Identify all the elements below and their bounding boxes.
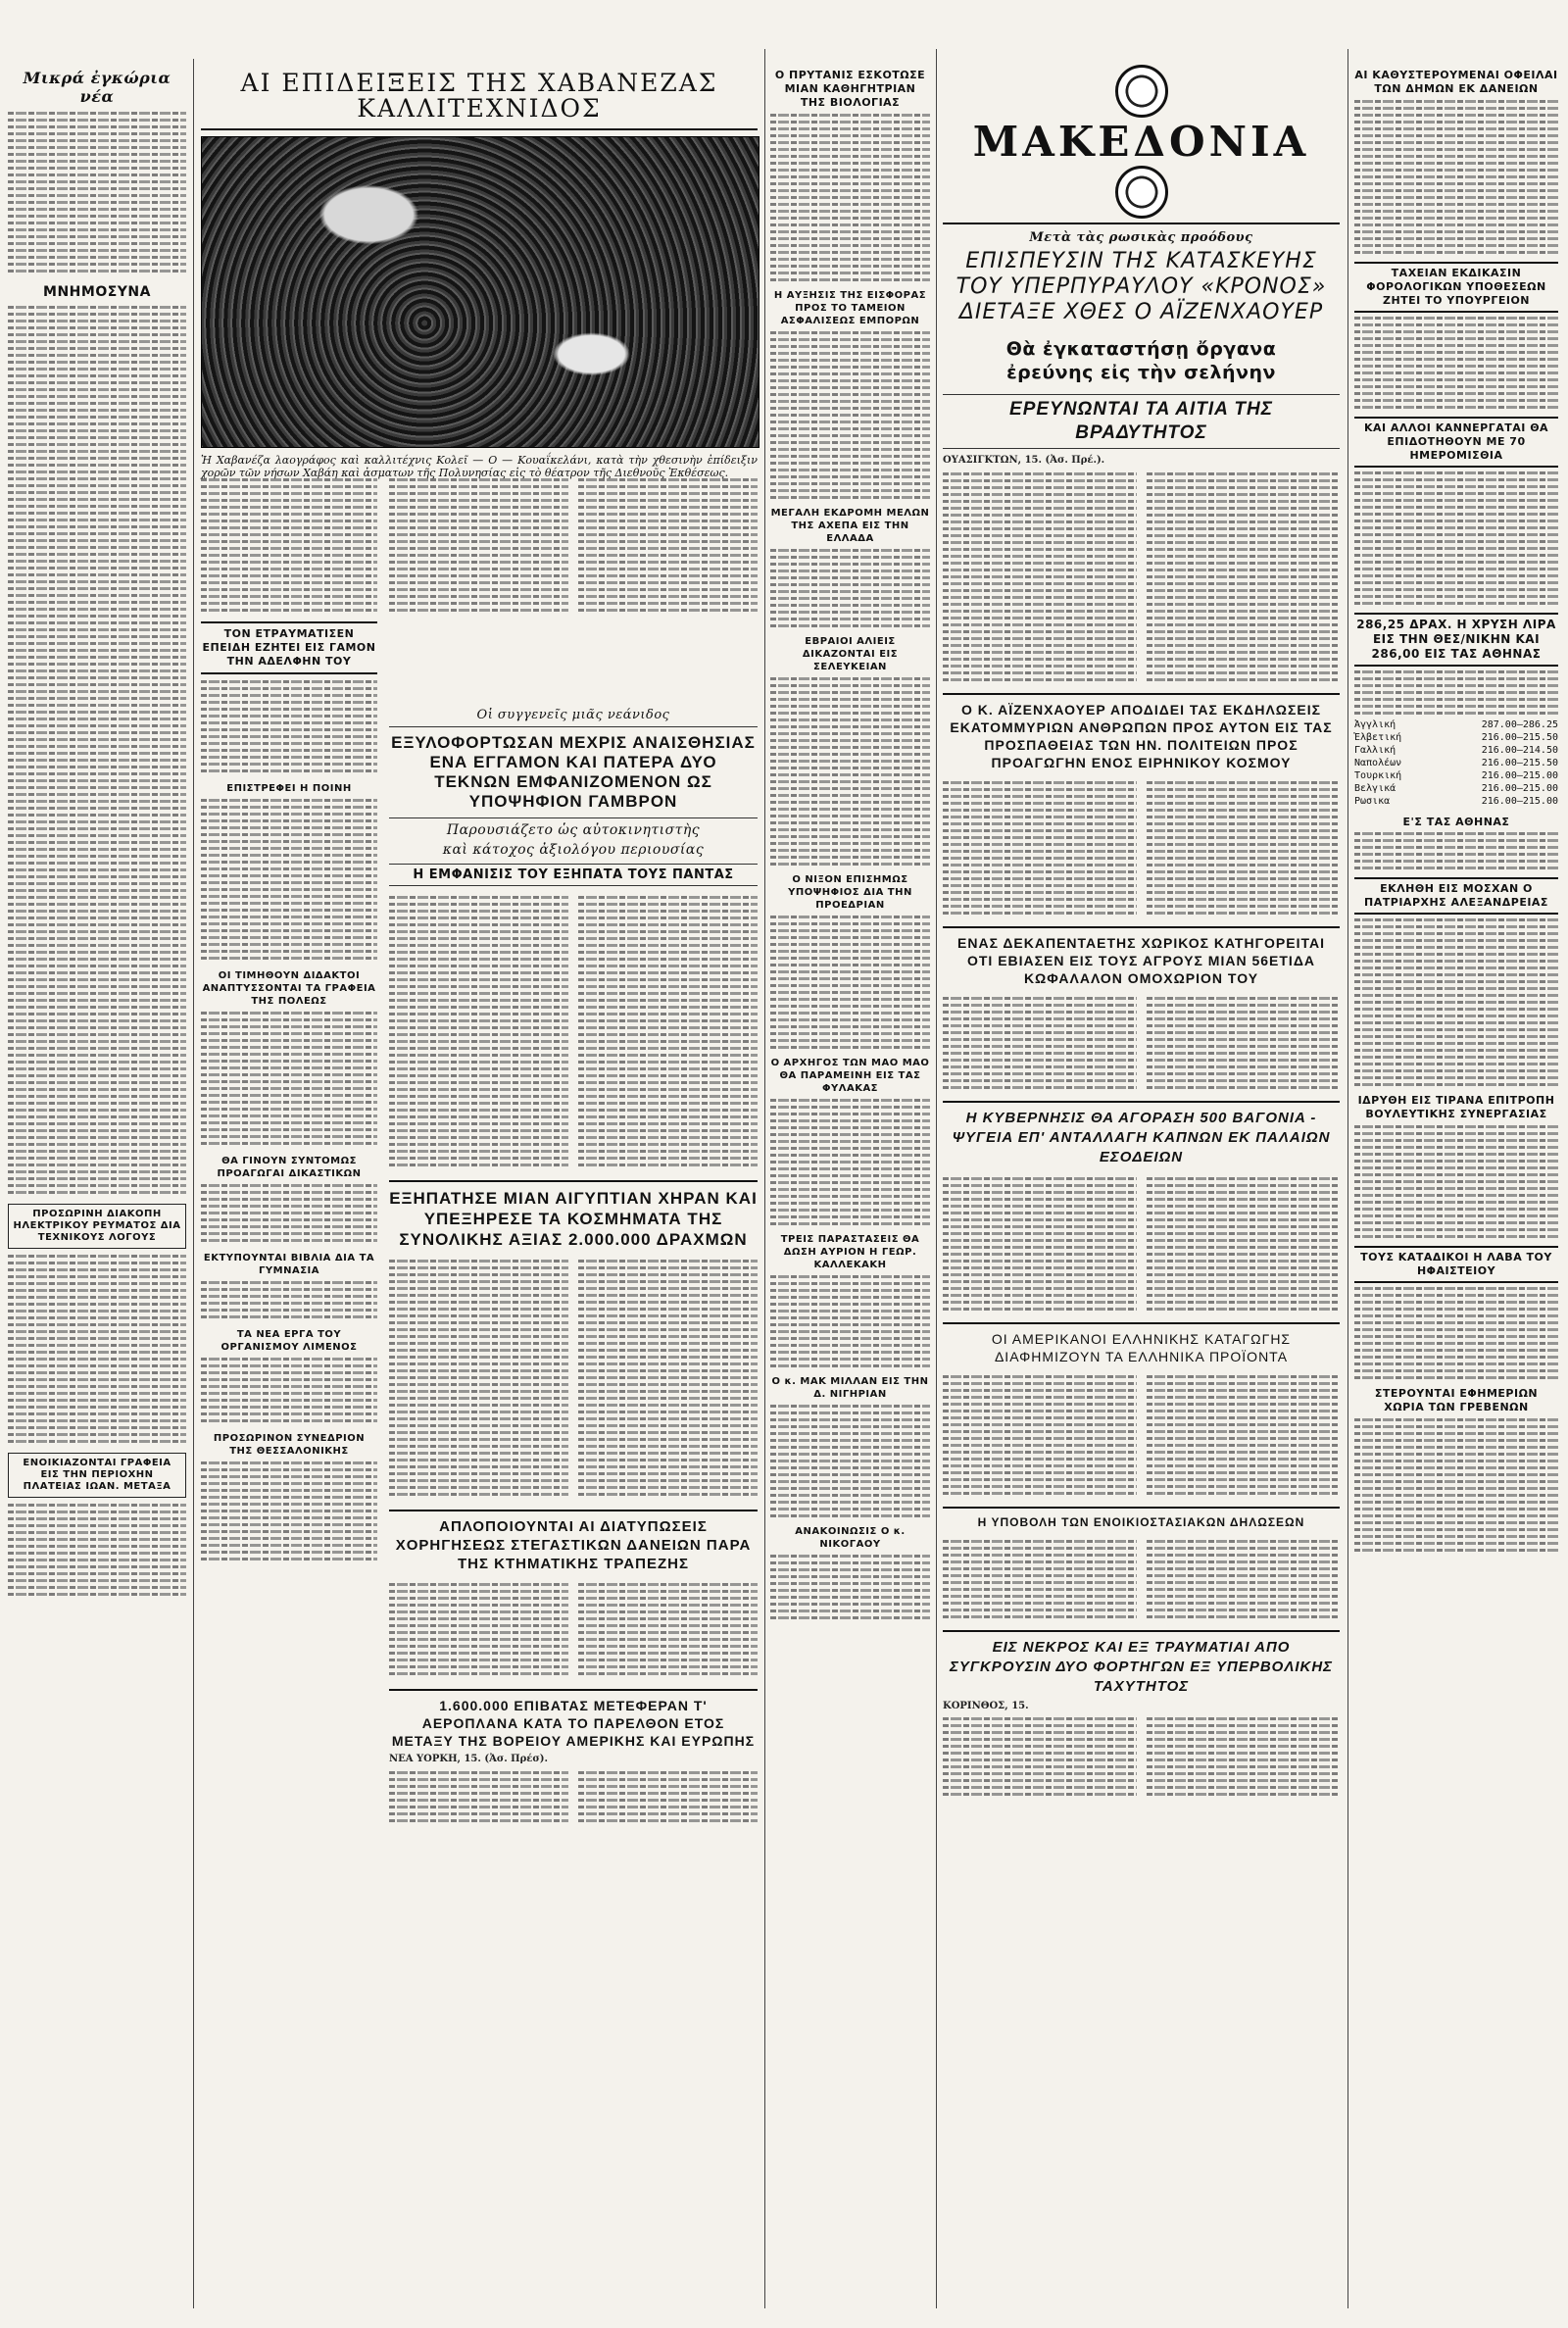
body-text [1354,1125,1558,1238]
top-headline: ΑΙ ΕΠΙΔΕΙΞΕΙΣ ΤΗΣ ΧΑΒΑΝΕΖΑΣ ΚΑΛΛΙΤΕΧΝΙΔΟΣ [201,71,758,130]
story-headline: Ε'Σ ΤΑΣ ΑΘΗΝΑΣ [1402,816,1510,828]
headline: 1.600.000 ΕΠΙΒΑΤΑΣ ΜΕΤΕΦΕΡΑΝ Τ' ΑΕΡΟΠΛΑΝΑ ΚΑΤΑ ΤΟ ΠΑΡΕΛΘΟΝ ΕΤΟΣ ΜΕΤΑΞΥ ΤΗΣ ΒΟΡΕΙΟΥ ΑΜΕΡΙΚΗΣ ΚΑΙ ΕΥΡΩΠΗΣ [389,1689,758,1750]
body-text [578,1579,758,1679]
body-text [8,1504,186,1596]
table-row [1354,757,1558,769]
story-headline: ΤΟΥΣ ΚΑΤΑΔΙΚΟΙ Η ΛΑΒΑ ΤΟΥ ΗΦΑΙΣΤΕΙΟΥ [1354,1246,1558,1283]
body-text [943,469,1137,685]
rate-value: 216.00—215.00 [1481,796,1558,807]
main-headline: ΕΞΥΛΟΦΟΡΤΩΣΑΝ ΜΕΧΡΙΣ ΑΝΑΙΣΘΗΣΙΑΣ ΕΝΑ ΕΓΓΑΜΟΝ ΚΑΙ ΠΑΤΕΡΑ ΔΥΟ ΤΕΚΝΩΝ ΕΜΦΑΝΙΖΟΜΕΝΟΝ ΩΣ ΥΠΟΨΗΦΙΟΝ ΓΑΜΒΡΟΝ [391,733,756,811]
dateline: ΚΟΡΙΝΘΟΣ, 15. [943,1700,1029,1711]
body-text [1147,1536,1341,1622]
photo-caption: Ἡ Χαβανέζα λαογράφος καὶ καλλιτέχνις Κολεῖ — Ο — Κουαΐκελάνι, κατὰ τὴν χθεσινὴν ἐπίδειξιν χορῶν τῶν νήσων Χαβάη καὶ ἀσματων τῆς Πολυνησίας εἰς τὸ θέατρον τῆς Διεθνοῦς Ἐκθέσεως. [201,453,758,479]
headline: ΕΝΑΣ ΔΕΚΑΠΕΝΤΑΕΤΗΣ ΧΩΡΙΚΟΣ ΚΑΤΗΓΟΡΕΙΤΑΙ ΟΤΙ ΕΒΙΑΣΕΝ ΕΙΣ ΤΟΥΣ ΑΓΡΟΥΣ ΜΙΑΝ 56ΕΤΙΔΑ ΚΩΦΑΛΑΛΟΝ ΟΜΟΧΩΡΙΟΝ ΤΟΥ [943,926,1340,987]
story-headline: ΑΝΑΚΟΙΝΩΣΙΣ Ο κ. ΝΙΚΟΓΑΟΥ [795,1526,906,1550]
body-text [1147,1371,1341,1499]
rate-value: 216.00—215.00 [1481,783,1558,794]
dateline: ΝΕΑ ΥΟΡΚΗ, 15. (Ἀσ. Πρέσ). [389,1754,548,1764]
body-text [1147,1173,1341,1314]
body-text [770,1275,930,1367]
body-text [943,1536,1137,1622]
rate-value: 287.00—286.25 [1481,719,1558,730]
right-column [1354,0,1558,1556]
body-text [389,474,568,616]
body-text [8,306,186,1194]
masthead-title: ΜΑΚΕΔΟΝΙΑ [972,118,1310,166]
headline: ΕΞΗΠΑΤΗΣΕ ΜΙΑΝ ΑΙΓΥΠΤΙΑΝ ΧΗΡΑΝ ΚΑΙ ΥΠΕΞΗΡΕΣΕ ΤΑ ΚΟΣΜΗΜΑΤΑ ΤΗΣ ΣΥΝΟΛΙΚΗΣ ΑΞΙΑΣ 2.000.000 ΔΡΑΧΜΩΝ [389,1180,758,1250]
story-headline: ΟΙ ΤΙΜΗΘΟΥΝ ΔΙΔΑΚΤΟΙ ΑΝΑΠΤΥΣΣΟΝΤΑΙ ΤΑ ΓΡΑΦΕΙΑ ΤΗΣ ΠΟΛΕΩΣ [202,970,376,1007]
headline: Η ΚΥΒΕΡΝΗΣΙΣ ΘΑ ΑΓΟΡΑΣΗ 500 ΒΑΓΟΝΙΑ - ΨΥΓΕΙΑ ΕΠ' ΑΝΤΑΛΛΑΓΗ ΚΑΠΝΩΝ ΕΚ ΠΑΛΑΙΩΝ ΕΣΟΔΕΙΩΝ [943,1101,1340,1167]
table-row [1354,718,1558,731]
subhead: Η ΕΜΦΑΝΙΣΙΣ ΤΟΥ ΕΞΗΠΑΤΑ ΤΟΥΣ ΠΑΝΤΑΣ [389,864,758,886]
story-headline: ΕΚΤΥΠΟΥΝΤΑΙ ΒΙΒΛΙΑ ΔΙΑ ΤΑ ΓΥΜΝΑΣΙΑ [203,1253,375,1276]
story-headline: ΕΠΙΣΤΡΕΦΕΙ Η ΠΟΙΝΗ [226,783,352,794]
body-text [201,799,377,960]
body-text-columns [389,1579,758,1679]
body-text-columns [389,1256,758,1500]
rates-table [1354,718,1558,808]
seal-logo-icon [1115,166,1168,219]
left-column [8,0,186,1600]
body-text [943,993,1137,1093]
body-text [578,892,758,1170]
headline: ΕΙΣ ΝΕΚΡΟΣ ΚΑΙ ΕΞ ΤΡΑΥΜΑΤΙΑΙ ΑΠΟ ΣΥΓΚΡΟΥΣΙΝ ΔΥΟ ΦΟΡΤΗΓΩΝ ΕΞ ΥΠΕΡΒΟΛΙΚΗΣ ΤΑΧΥΤΗΤΟΣ [943,1630,1340,1697]
body-text [201,1012,377,1145]
body-text [770,1555,930,1619]
rate-name: Τουρκική [1354,770,1402,781]
story-headline: Η ΑΥΞΗΣΙΣ ΤΗΣ ΕΙΣΦΟΡΑΣ ΠΡΟΣ ΤΟ ΤΑΜΕΙΟΝ ΑΣΦΑΛΙΣΕΩΣ ΕΜΠΟΡΩΝ [773,290,927,326]
body-text [201,1184,377,1242]
story-headline: 286,25 ΔΡΑΧ. Η ΧΡΥΣΗ ΛΙΡΑ ΕΙΣ ΤΗΝ ΘΕΣ/ΝΙΚΗΝ ΚΑΙ 286,00 ΕΙΣ ΤΑΣ ΑΘΗΝΑΣ [1354,613,1558,667]
kicker: Οἱ συγγενεῖς μιᾶς νεάνιδος [389,708,758,727]
story-headline: Ο ΑΡΧΗΓΟΣ ΤΩΝ ΜΑΟ ΜΑΟ ΘΑ ΠΑΡΑΜΕΙΝΗ ΕΙΣ ΤΑΣ ΦΥΛΑΚΑΣ [770,1058,930,1094]
body-text [8,1255,186,1443]
table-row [1354,744,1558,757]
body-text [578,1256,758,1500]
table-row [1354,795,1558,808]
notice-heading: ΕΝΟΙΚΙΑΖΟΝΤΑΙ ΓΡΑΦΕΙΑ ΕΙΣ ΤΗΝ ΠΕΡΙΟΧΗΝ ΠΛΑΤΕΙΑΣ ΙΩΑΝ. ΜΕΤΑΞΑ [8,1453,186,1498]
seal-logo-icon [1115,65,1168,118]
story-headline: ΤΟΝ ΕΤΡΑΥΜΑΤΙΣΕΝ ΕΠΕΙΔΗ ΕΖΗΤΕΙ ΕΙΣ ΓΑΜΟΝ ΤΗΝ ΑΔΕΛΦΗΝ ΤΟΥ [201,621,377,674]
story-headline: Ο ΝΙΞΟΝ ΕΠΙΣΗΜΩΣ ΥΠΟΨΗΦΙΟΣ ΔΙΑ ΤΗΝ ΠΡΟΕΔΡΙΑΝ [788,874,912,911]
table-row [1354,769,1558,782]
body-text [389,1579,568,1679]
rate-name: Βελγικά [1354,783,1396,794]
mnimosyna-heading: ΜΝΗΜΟΣΥΝΑ [43,284,151,300]
body-text-columns [943,993,1340,1093]
body-text-columns [943,1371,1340,1499]
body-text [1354,317,1558,409]
deck: Θὰ ἐγκαταστήσῃ ὄργανα [1005,338,1277,360]
headline: Η ΥΠΟΒΟΛΗ ΤΩΝ ΕΝΟΙΚΙΟΣΤΑΣΙΑΚΩΝ ΔΗΛΩΣΕΩΝ [943,1507,1340,1530]
story-headline: ΤΡΕΙΣ ΠΑΡΑΣΤΑΣΕΙΣ ΘΑ ΔΩΣΗ ΑΥΡΙΟΝ Η ΓΕΩΡ. ΚΑΛΛΕΚΑΚΗ [780,1234,920,1270]
column-rule [936,49,937,2308]
headline: ΟΙ ΑΜΕΡΙΚΑΝΟΙ ΕΛΛΗΝΙΚΗΣ ΚΑΤΑΓΩΓΗΣ ΔΙΑΦΗΜΙΖΟΥΝ ΤΑ ΕΛΛΗΝΙΚΑ ΠΡΟΪΟΝΤΑ [943,1322,1340,1365]
body-text [770,1405,930,1517]
column-rule [193,59,194,2308]
body-text [770,677,930,866]
rate-value: 216.00—215.50 [1481,732,1558,743]
rate-name: Ρωσικα [1354,796,1391,807]
body-text [1147,993,1341,1093]
body-text [770,549,930,627]
story-headline: ΜΕΓΑΛΗ ΕΚΔΡΟΜΗ ΜΕΛΩΝ ΤΗΣ ΑΧΕΠΑ ΕΙΣ ΤΗΝ ΕΛΛΑΔΑ [770,508,930,544]
body-text [1147,469,1341,685]
headline: Ο Κ. ΑΪΖΕΝΧΑΟΥΕΡ ΑΠΟΔΙΔΕΙ ΤΑΣ ΕΚΔΗΛΩΣΕΙΣ ΕΚΑΤΟΜΜΥΡΙΩΝ ΑΝΘΡΩΠΩΝ ΠΡΟΣ ΑΥΤΟΝ ΕΙΣ ΤΑΣ ΠΡΟΣΠΑΘΕΙΑΣ ΤΩΝ ΗΝ. ΠΟΛΙΤΕΙΩΝ ΠΡΟΣ ΠΡΟΑΓΩΓΗΝ ΕΝΟΣ ΕΙΡΗΝΙΚΟΥ ΚΟΣΜΟΥ [943,693,1340,771]
body-text [201,1461,377,1560]
rate-name: Ναπολέων [1354,758,1402,768]
story-headline: ΚΑΙ ΑΛΛΟΙ ΚΑΝΝΕΡΓΑΤΑΙ ΘΑ ΕΠΙΔΟΤΗΘΟΥΝ ΜΕ 70 ΗΜΕΡΟΜΙΣΘΙΑ [1354,417,1558,468]
center-mid-block [389,708,758,1826]
story-headline: ΤΑΧΕΙΑΝ ΕΚΔΙΚΑΣΙΝ ΦΟΡΟΛΟΓΙΚΩΝ ΥΠΟΘΕΣΕΩΝ ΖΗΤΕΙ ΤΟ ΥΠΟΥΡΓΕΙΟΝ [1354,262,1558,313]
news-photo [201,136,760,448]
deck: καὶ κάτοχος ἀξιολόγου περιουσίας [442,842,705,858]
body-text [578,1767,758,1826]
body-text [770,114,930,281]
deck: Παρουσιάζετο ὡς αὐτοκινητιστὴς [389,817,758,838]
body-text-columns [389,1767,758,1826]
story-headline: ΕΒΡΑΙΟΙ ΑΛΙΕΙΣ ΔΙΚΑΖΟΝΤΑΙ ΕΙΣ ΣΕΛΕΥΚΕΙΑΝ [802,636,899,672]
body-text-columns [943,1536,1340,1622]
body-text [770,916,930,1049]
body-text [1354,471,1558,605]
body-text-columns [943,1173,1340,1314]
rate-value: 216.00—214.50 [1481,745,1558,756]
section-header: Μικρά ἐγκώρια νέα [23,69,172,106]
masthead-row [943,65,1340,224]
body-text [943,1371,1137,1499]
dateline: ΟΥΑΣΙΓΚΤΩΝ, 15. (Ἀσ. Πρέ.). [943,455,1105,466]
story-headline: Ο ΠΡΥΤΑΝΙΣ ΕΣΚΟΤΩΣΕ ΜΙΑΝ ΚΑΘΗΓΗΤΡΙΑΝ ΤΗΣ ΒΙΟΛΟΓΙΑΣ [774,69,926,109]
story-headline: ΙΔΡΥΘΗ ΕΙΣ ΤΙΡΑΝΑ ΕΠΙΤΡΟΠΗ ΒΟΥΛΕΥΤΙΚΗΣ ΣΥΝΕΡΓΑΣΙΑΣ [1357,1094,1555,1120]
story-headline: ΣΤΕΡΟΥΝΤΑΙ ΕΦΗΜΕΡΙΩΝ ΧΩΡΙΑ ΤΩΝ ΓΡΕΒΕΝΩΝ [1374,1387,1539,1413]
body-text-columns [943,469,1340,685]
body-text [578,474,758,616]
body-text [8,112,186,272]
body-text [1354,1287,1558,1379]
body-text [943,777,1137,918]
table-row [1354,782,1558,795]
deck: ἐρεύνης εἰς τὴν σελήνην [1006,362,1276,383]
center-story-block [389,474,758,616]
story-headline: ΘΑ ΓΙΝΟΥΝ ΣΥΝΤΟΜΩΣ ΠΡΟΑΓΩΓΑΙ ΔΙΚΑΣΤΙΚΩΝ [217,1156,362,1179]
story-headline: ΑΙ ΚΑΘΥΣΤΕΡΟΥΜΕΝΑΙ ΟΦΕΙΛΑΙ ΤΩΝ ΔΗΜΩΝ ΕΚ ΔΑΝΕΙΩΝ [1354,69,1558,95]
rate-value: 216.00—215.50 [1481,758,1558,768]
subhead: ΕΡΕΥΝΩΝΤΑΙ ΤΑ ΑΙΤΙΑ ΤΗΣ ΒΡΑΔΥΤΗΤΟΣ [943,394,1340,449]
body-text [943,1173,1137,1314]
body-text [1354,670,1558,715]
body-text-columns [389,474,758,616]
rate-name: Ἑλβετική [1354,732,1402,743]
left-subcolumn [201,474,377,1564]
body-text [389,892,568,1170]
headline: ΑΠΛΟΠΟΙΟΥΝΤΑΙ ΑΙ ΔΙΑΤΥΠΩΣΕΙΣ ΧΟΡΗΓΗΣΕΩΣ ΣΤΕΓΑΣΤΙΚΩΝ ΔΑΝΕΙΩΝ ΠΑΡΑ ΤΗΣ ΚΤΗΜΑΤΙΚΗΣ ΤΡΑΠΕΖΗΣ [389,1510,758,1573]
body-text [1354,832,1558,869]
body-text [201,680,377,772]
body-text [943,1713,1137,1800]
body-text [1147,777,1341,918]
story-headline: ΤΑ ΝΕΑ ΕΡΓΑ ΤΟΥ ΟΡΓΑΝΙΣΜΟΥ ΛΙΜΕΝΟΣ [220,1329,358,1353]
body-text-columns [943,777,1340,918]
body-text [1354,100,1558,254]
body-text-columns [943,1713,1340,1800]
rate-value: 216.00—215.00 [1481,770,1558,781]
story-headline: Ο κ. ΜΑΚ ΜΙΛΛΑΝ ΕΙΣ ΤΗΝ Δ. ΝΙΓΗΡΙΑΝ [771,1376,929,1400]
notice-heading: ΠΡΟΣΩΡΙΝΗ ΔΙΑΚΟΠΗ ΗΛΕΚΤΡΙΚΟΥ ΡΕΥΜΑΤΟΣ ΔΙΑ ΤΕΧΝΙΚΟΥΣ ΛΟΓΟΥΣ [8,1204,186,1249]
body-text [770,1099,930,1225]
rate-name: Ἀγγλική [1354,719,1396,730]
body-text [389,1256,568,1500]
body-text [201,478,377,612]
col3 [770,0,930,1623]
main-headline: ΕΠΙΣΠΕΥΣΙΝ ΤΗΣ ΚΑΤΑΣΚΕΥΗΣ ΤΟΥ ΥΠΕΡΠΥΡΑΥΛΟΥ «ΚΡΟΝΟΣ» ΔΙΕΤΑΞΕ ΧΘΕΣ Ο ΑΪΖΕΝΧΑΟΥΕΡ [956,249,1327,324]
body-text [1354,1418,1558,1552]
makedonia-block [943,0,1340,1800]
body-text [201,1281,377,1318]
body-text [1147,1713,1341,1800]
story-headline: ΠΡΟΣΩΡΙΝΟΝ ΣΥΝΕΔΡΙΟΝ ΤΗΣ ΘΕΣΣΑΛΟΝΙΚΗΣ [213,1433,366,1457]
column-rule [764,49,765,2308]
body-text [201,1358,377,1422]
story-headline: ΕΚΛΗΘΗ ΕΙΣ ΜΟΣΧΑΝ Ο ΠΑΤΡΙΑΡΧΗΣ ΑΛΕΞΑΝΔΡΕΙΑΣ [1354,877,1558,915]
body-text [770,331,930,499]
table-row [1354,731,1558,744]
body-text-columns [389,892,758,1170]
body-text [389,1767,568,1826]
rate-name: Γαλλική [1354,745,1396,756]
tagline: Μετὰ τὰς ρωσικὰς προόδους [1029,230,1253,245]
body-text [1354,918,1558,1086]
